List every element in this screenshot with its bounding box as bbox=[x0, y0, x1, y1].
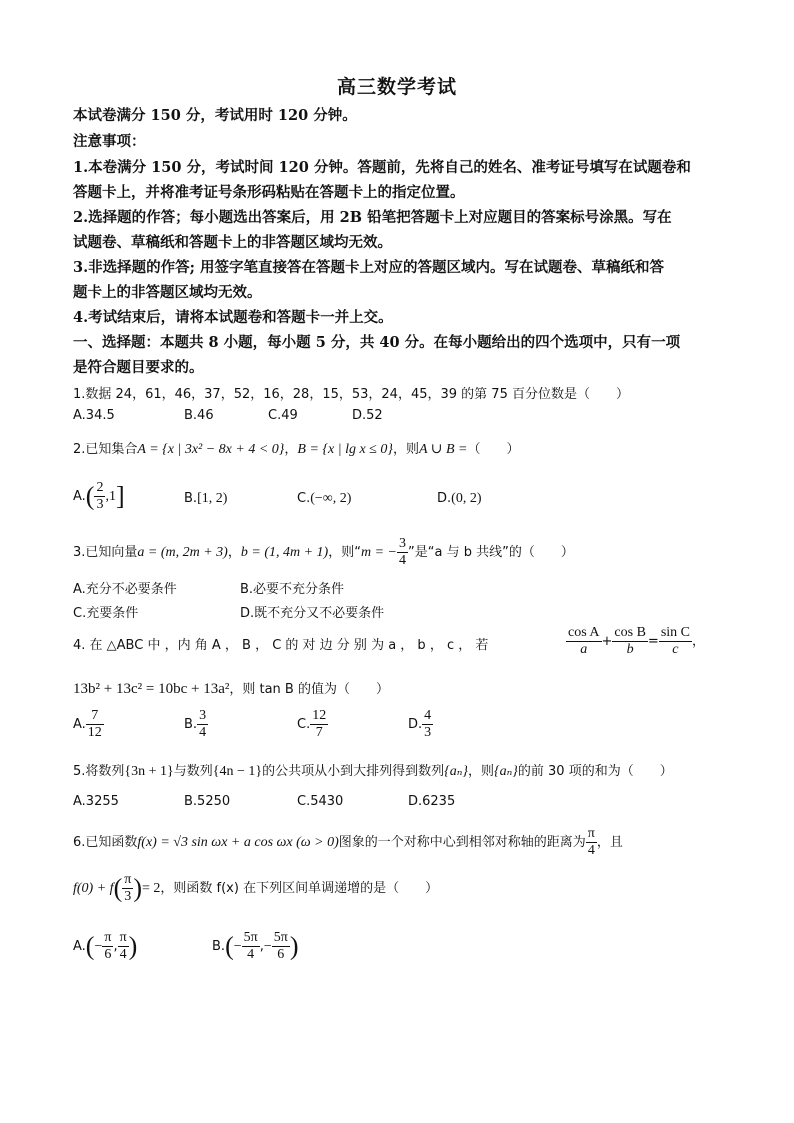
q5-text-c: 的公共项从小到大排列得到数列 bbox=[262, 764, 445, 779]
q3-vector-b: b = (1, 4m + 1) bbox=[240, 545, 329, 560]
q4-fraction-cosa bbox=[566, 625, 602, 658]
q4-option-b-label: B. bbox=[184, 717, 198, 732]
q2-option-d-label: D. bbox=[437, 491, 452, 506]
notice-line: 1.本卷满分 150 分，考试时间 120 分钟。答题前，先将自己的姓名、准考证号填写在试题卷和 bbox=[73, 159, 691, 176]
q2-option-b-value: [1, 2) bbox=[197, 491, 228, 506]
q5-option-c: C.5430 bbox=[297, 794, 344, 809]
q3-vector-a: a = (m, 2m + 3) bbox=[137, 545, 228, 560]
section-heading: 一、选择题：本题共 8 小题，每小题 5 分，共 40 分。在每小题给出的四个选项中，只有一项 bbox=[73, 334, 681, 351]
q4-f2-numerator: cos B bbox=[614, 625, 646, 640]
q6-option-a-frac-1 bbox=[102, 930, 113, 963]
q6-distance-fraction bbox=[586, 826, 597, 859]
q6-option-b-label: B. bbox=[212, 939, 226, 954]
q1-option-d: D.52 bbox=[352, 408, 383, 423]
q2-option-a-tail: ,1 bbox=[105, 489, 116, 504]
q6-cond-post: = 2 bbox=[141, 881, 161, 896]
notice-line: 试题卷、草稿纸和答题卡上的非答题区域均无效。 bbox=[73, 234, 392, 251]
q2-option-d bbox=[437, 491, 481, 507]
q4-comma: ， bbox=[692, 634, 706, 649]
q6-dist-denominator: 4 bbox=[587, 843, 595, 858]
q3-option-b: B.必要不充分条件 bbox=[240, 582, 345, 597]
q2-suffix: ，则 bbox=[392, 442, 419, 457]
q2-prefix: 2.已知集合 bbox=[73, 442, 138, 457]
q2-option-a-denominator: 3 bbox=[96, 497, 104, 512]
q2-option-a-label: A. bbox=[73, 489, 86, 504]
q6-b-f1-den: 4 bbox=[247, 947, 255, 962]
notice-line: 3.非选择题的作答; 用签字笔直接答在答题卡上对应的答题区域内。写在试题卷、草稿纸和答 bbox=[73, 259, 665, 276]
q4-equation bbox=[566, 625, 705, 658]
q6-condition-line: f(0) + f( $\frac{\pi}{3}$ )= 2，则函数 f(x) 在下列区间单调递增的是（ ） bbox=[73, 872, 439, 904]
q6-option-a: A.(− $\frac{\pi}{6}$ , $\frac{\pi}{4}$ ) bbox=[73, 930, 138, 962]
q5-seq-2: {4n − 1} bbox=[212, 764, 263, 779]
question-6-stem bbox=[73, 826, 623, 859]
q6-end-2: ，则函数 f(x) 在下列区间单调递增的是（ ） bbox=[160, 881, 439, 896]
q1-option-b: B.46 bbox=[184, 408, 214, 423]
q3-option-c: C.充要条件 bbox=[73, 606, 139, 621]
q5-option-a: A.3255 bbox=[73, 794, 119, 809]
q2-set-a: A = {x | 3x² − 8x + 4 < 0} bbox=[137, 442, 285, 457]
q6-a-f2-den: 4 bbox=[119, 947, 127, 962]
q4-plus: + bbox=[601, 634, 613, 649]
q3-option-d: D.既不充分又不必要条件 bbox=[240, 606, 385, 621]
q6-cond-denominator: 3 bbox=[124, 889, 132, 904]
q4-f2-denominator: b bbox=[626, 642, 634, 657]
q2-sep: ， bbox=[284, 442, 298, 457]
q4-f1-denominator: a bbox=[580, 642, 588, 657]
q6-option-b-minus-2: − bbox=[263, 939, 272, 954]
q2-option-b bbox=[184, 491, 227, 507]
q2-option-a: A.( $\frac{2}{3}$ ,1] bbox=[73, 480, 125, 512]
q6-a-f1-num: π bbox=[104, 930, 112, 945]
q6-option-b-frac-2 bbox=[272, 930, 290, 963]
q4-option-a-fraction bbox=[86, 708, 104, 741]
q6-dist-numerator: π bbox=[587, 826, 595, 841]
q6-prefix: 6.已知函数 bbox=[73, 835, 138, 850]
q4-option-d bbox=[408, 708, 433, 741]
q4-fraction-sinc bbox=[659, 625, 692, 658]
q3-then: ，则“ bbox=[328, 545, 361, 560]
q1-option-a: A.34.5 bbox=[73, 408, 115, 423]
notice-heading: 注意事项： bbox=[73, 133, 146, 150]
q6-b-f2-den: 6 bbox=[277, 947, 285, 962]
q5-text-b: 与数列 bbox=[173, 764, 213, 779]
q3-condition-fraction bbox=[397, 536, 408, 569]
q5-option-d: D.6235 bbox=[408, 794, 456, 809]
q4-tail: ，则 tan B 的值为（ ） bbox=[229, 682, 389, 697]
q4-option-a-denominator: 12 bbox=[87, 725, 102, 740]
q3-option-a: A.充分不必要条件 bbox=[73, 582, 177, 597]
q4-f1-numerator: cos A bbox=[568, 625, 600, 640]
q3-sep: ， bbox=[227, 545, 241, 560]
q2-option-c bbox=[297, 491, 351, 507]
q4-option-a-label: A. bbox=[73, 717, 86, 732]
q3-condition: m = − bbox=[360, 545, 397, 560]
q3-mid: ”是“ bbox=[407, 545, 435, 560]
q5-seq-1: {3n + 1} bbox=[124, 764, 174, 779]
q6-end-1: ，且 bbox=[596, 835, 623, 850]
q6-cond-pre: f(0) + f bbox=[73, 881, 114, 896]
q4-option-c-numerator: 12 bbox=[312, 708, 327, 723]
q4-option-c-label: C. bbox=[297, 717, 311, 732]
q5-text-e: 的前 30 项的和为（ ） bbox=[517, 764, 673, 779]
notice-line: 2.选择题的作答；每小题选出答案后，用 2B 铅笔把答题卡上对应题目的答案标号涂黑。写在 bbox=[73, 209, 672, 226]
question-3-stem bbox=[73, 536, 574, 569]
q4-option-b-fraction bbox=[197, 708, 208, 741]
q6-option-a-label: A. bbox=[73, 939, 86, 954]
q6-option-a-frac-2 bbox=[118, 930, 129, 963]
q4-option-d-numerator: 4 bbox=[424, 708, 432, 723]
q2-paren: （ ） bbox=[467, 442, 520, 457]
q4-option-a bbox=[73, 708, 104, 741]
q2-option-c-label: C. bbox=[297, 491, 311, 506]
section-heading: 是符合题目要求的。 bbox=[73, 359, 204, 376]
q4-equation-2: 13b² + 13c² = 10bc + 13a² bbox=[73, 681, 230, 697]
q4-option-b-denominator: 4 bbox=[199, 725, 207, 740]
q5-seq-4: {aₙ} bbox=[494, 764, 518, 779]
q6-b-f1-num: 5π bbox=[243, 930, 258, 945]
q6-cond-numerator: π bbox=[124, 872, 132, 887]
q5-text-d: ，则 bbox=[468, 764, 495, 779]
notice-line: 题卡上的非答题区域均无效。 bbox=[73, 284, 262, 301]
question-5-stem bbox=[73, 760, 673, 780]
q5-seq-3: {aₙ} bbox=[444, 764, 468, 779]
q1-option-c: C.49 bbox=[268, 408, 298, 423]
q4-option-c-denominator: 7 bbox=[315, 725, 323, 740]
question-1-stem: 1.数据 24，61，46，37，52，16，28，15，53，24，45，39 的第 75 百分位数是（ ） bbox=[73, 387, 629, 402]
q2-option-a-fraction bbox=[94, 480, 105, 513]
page-title: 高三数学考试 bbox=[336, 76, 457, 98]
q6-option-b-frac-1 bbox=[242, 930, 260, 963]
question-2-stem bbox=[73, 438, 520, 458]
q4-f3-denominator: c bbox=[672, 642, 679, 657]
q2-option-d-value: (0, 2) bbox=[451, 491, 482, 506]
q3-cond-numerator: 3 bbox=[398, 536, 406, 551]
q6-a-f1-den: 6 bbox=[104, 947, 112, 962]
q3-cond-denominator: 4 bbox=[398, 553, 406, 568]
q4-option-d-label: D. bbox=[408, 717, 423, 732]
intro-text: 本试卷满分 150 分，考试用时 120 分钟。 bbox=[73, 107, 357, 124]
q5-option-b: B.5250 bbox=[184, 794, 231, 809]
q4-option-d-denominator: 3 bbox=[424, 725, 432, 740]
q2-set-b: B = {x | lg x ≤ 0} bbox=[297, 442, 393, 457]
notice-line: 4.考试结束后，请将本试题卷和答题卡一并上交。 bbox=[73, 309, 393, 326]
q6-option-b-minus-1: − bbox=[233, 939, 242, 954]
q6-function: f(x) = √3 sin ωx + a cos ωx (ω > 0) bbox=[137, 835, 339, 850]
q4-fraction-cosb bbox=[612, 625, 648, 658]
q4-option-d-fraction bbox=[422, 708, 433, 741]
q5-text-a: 5.将数列 bbox=[73, 764, 125, 779]
q4-equals: = bbox=[647, 634, 659, 649]
q3-collinear: a 与 b 共线 bbox=[434, 545, 503, 560]
q6-mid: 图象的一个对称中心到相邻对称轴的距离为 bbox=[338, 835, 586, 850]
q4-option-c bbox=[297, 708, 328, 741]
notice-line: 答题卡上，并将准考证号条形码粘贴在答题卡上的指定位置。 bbox=[73, 184, 465, 201]
q6-option-b: B.(− $\frac{5\pi}{4}$ ,− $\frac{5\pi}{6}$ ) bbox=[212, 930, 299, 962]
q3-end: ”的（ ） bbox=[502, 545, 574, 560]
q3-prefix: 3.已知向量 bbox=[73, 545, 138, 560]
q4-option-c-fraction bbox=[310, 708, 328, 741]
q4-option-a-numerator: 7 bbox=[86, 708, 104, 725]
q2-union: A ∪ B = bbox=[418, 442, 468, 457]
q6-cond-fraction bbox=[122, 872, 133, 905]
question-4-stem: 4. 在 △ABC 中 ，内 角 A ， B ， C 的 对 边 分 别 为 a ， b ， c ， 若 bbox=[73, 638, 489, 653]
q4-f3-numerator: sin C bbox=[660, 625, 690, 640]
q6-a-f2-num: π bbox=[119, 930, 127, 945]
q6-option-a-minus: − bbox=[94, 939, 103, 954]
q6-b-f2-num: 5π bbox=[273, 930, 288, 945]
q2-option-c-value: (−∞, 2) bbox=[310, 491, 352, 506]
q4-option-b bbox=[184, 708, 208, 741]
q2-option-a-numerator: 2 bbox=[96, 480, 104, 495]
q4-condition-line bbox=[73, 678, 389, 698]
q4-option-b-numerator: 3 bbox=[199, 708, 207, 723]
q2-option-b-label: B. bbox=[184, 491, 198, 506]
